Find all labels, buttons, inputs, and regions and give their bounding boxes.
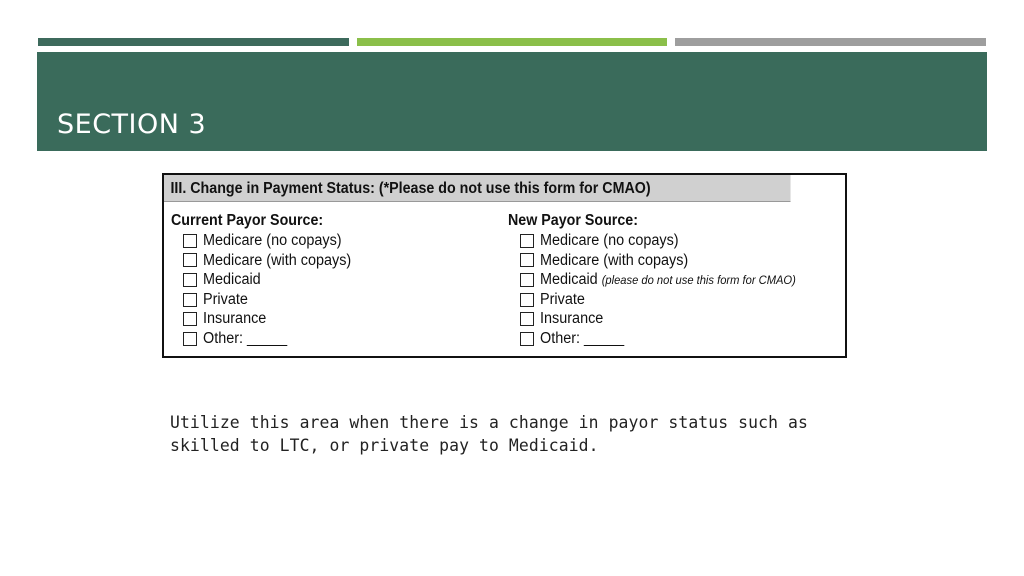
caption-text: Utilize this area when there is a change in payor status such as skilled to LTC, or private pay to Medicaid. [170, 413, 808, 455]
cmao-note: (please do not use this form for CMAO) [601, 272, 796, 287]
current-option[interactable]: Medicare (with copays) [171, 251, 362, 271]
new-option[interactable]: Medicare (no copays) [508, 231, 815, 251]
current-option[interactable]: Other: _____ [171, 329, 362, 349]
new-payor-title: New Payor Source: [508, 212, 638, 229]
new-option[interactable]: Medicare (with copays) [508, 251, 815, 271]
payment-status-form [162, 173, 847, 358]
current-option[interactable]: Medicare (no copays) [171, 231, 362, 251]
checkbox-icon[interactable] [183, 293, 197, 307]
new-option[interactable]: Medicaid (please do not use this form for CMAO) [508, 270, 815, 290]
current-payor-title: Current Payor Source: [171, 212, 324, 229]
current-option[interactable]: Insurance [171, 309, 362, 329]
new-option[interactable]: Insurance [508, 309, 815, 329]
accent-bar-gray [675, 38, 986, 46]
current-payor-column [171, 211, 362, 349]
current-option[interactable]: Medicaid [171, 270, 362, 290]
section-title: SECTION 3 [57, 109, 207, 140]
checkbox-icon[interactable] [520, 332, 534, 346]
checkbox-icon[interactable] [183, 312, 197, 326]
accent-bar-dark-green [38, 38, 349, 46]
section-header [37, 52, 987, 151]
checkbox-icon[interactable] [183, 253, 197, 267]
checkbox-icon[interactable] [520, 312, 534, 326]
current-option[interactable]: Private [171, 290, 362, 310]
new-option[interactable]: Private [508, 290, 815, 310]
checkbox-icon[interactable] [520, 234, 534, 248]
new-payor-column [508, 211, 815, 349]
checkbox-icon[interactable] [520, 253, 534, 267]
checkbox-icon[interactable] [183, 273, 197, 287]
checkbox-icon[interactable] [520, 273, 534, 287]
checkbox-icon[interactable] [183, 234, 197, 248]
accent-bar-light-green [357, 38, 667, 46]
form-heading: III. Change in Payment Status: (*Please do not use this form for CMAO) [164, 175, 791, 202]
checkbox-icon[interactable] [183, 332, 197, 346]
new-option[interactable]: Other: _____ [508, 329, 815, 349]
checkbox-icon[interactable] [520, 293, 534, 307]
